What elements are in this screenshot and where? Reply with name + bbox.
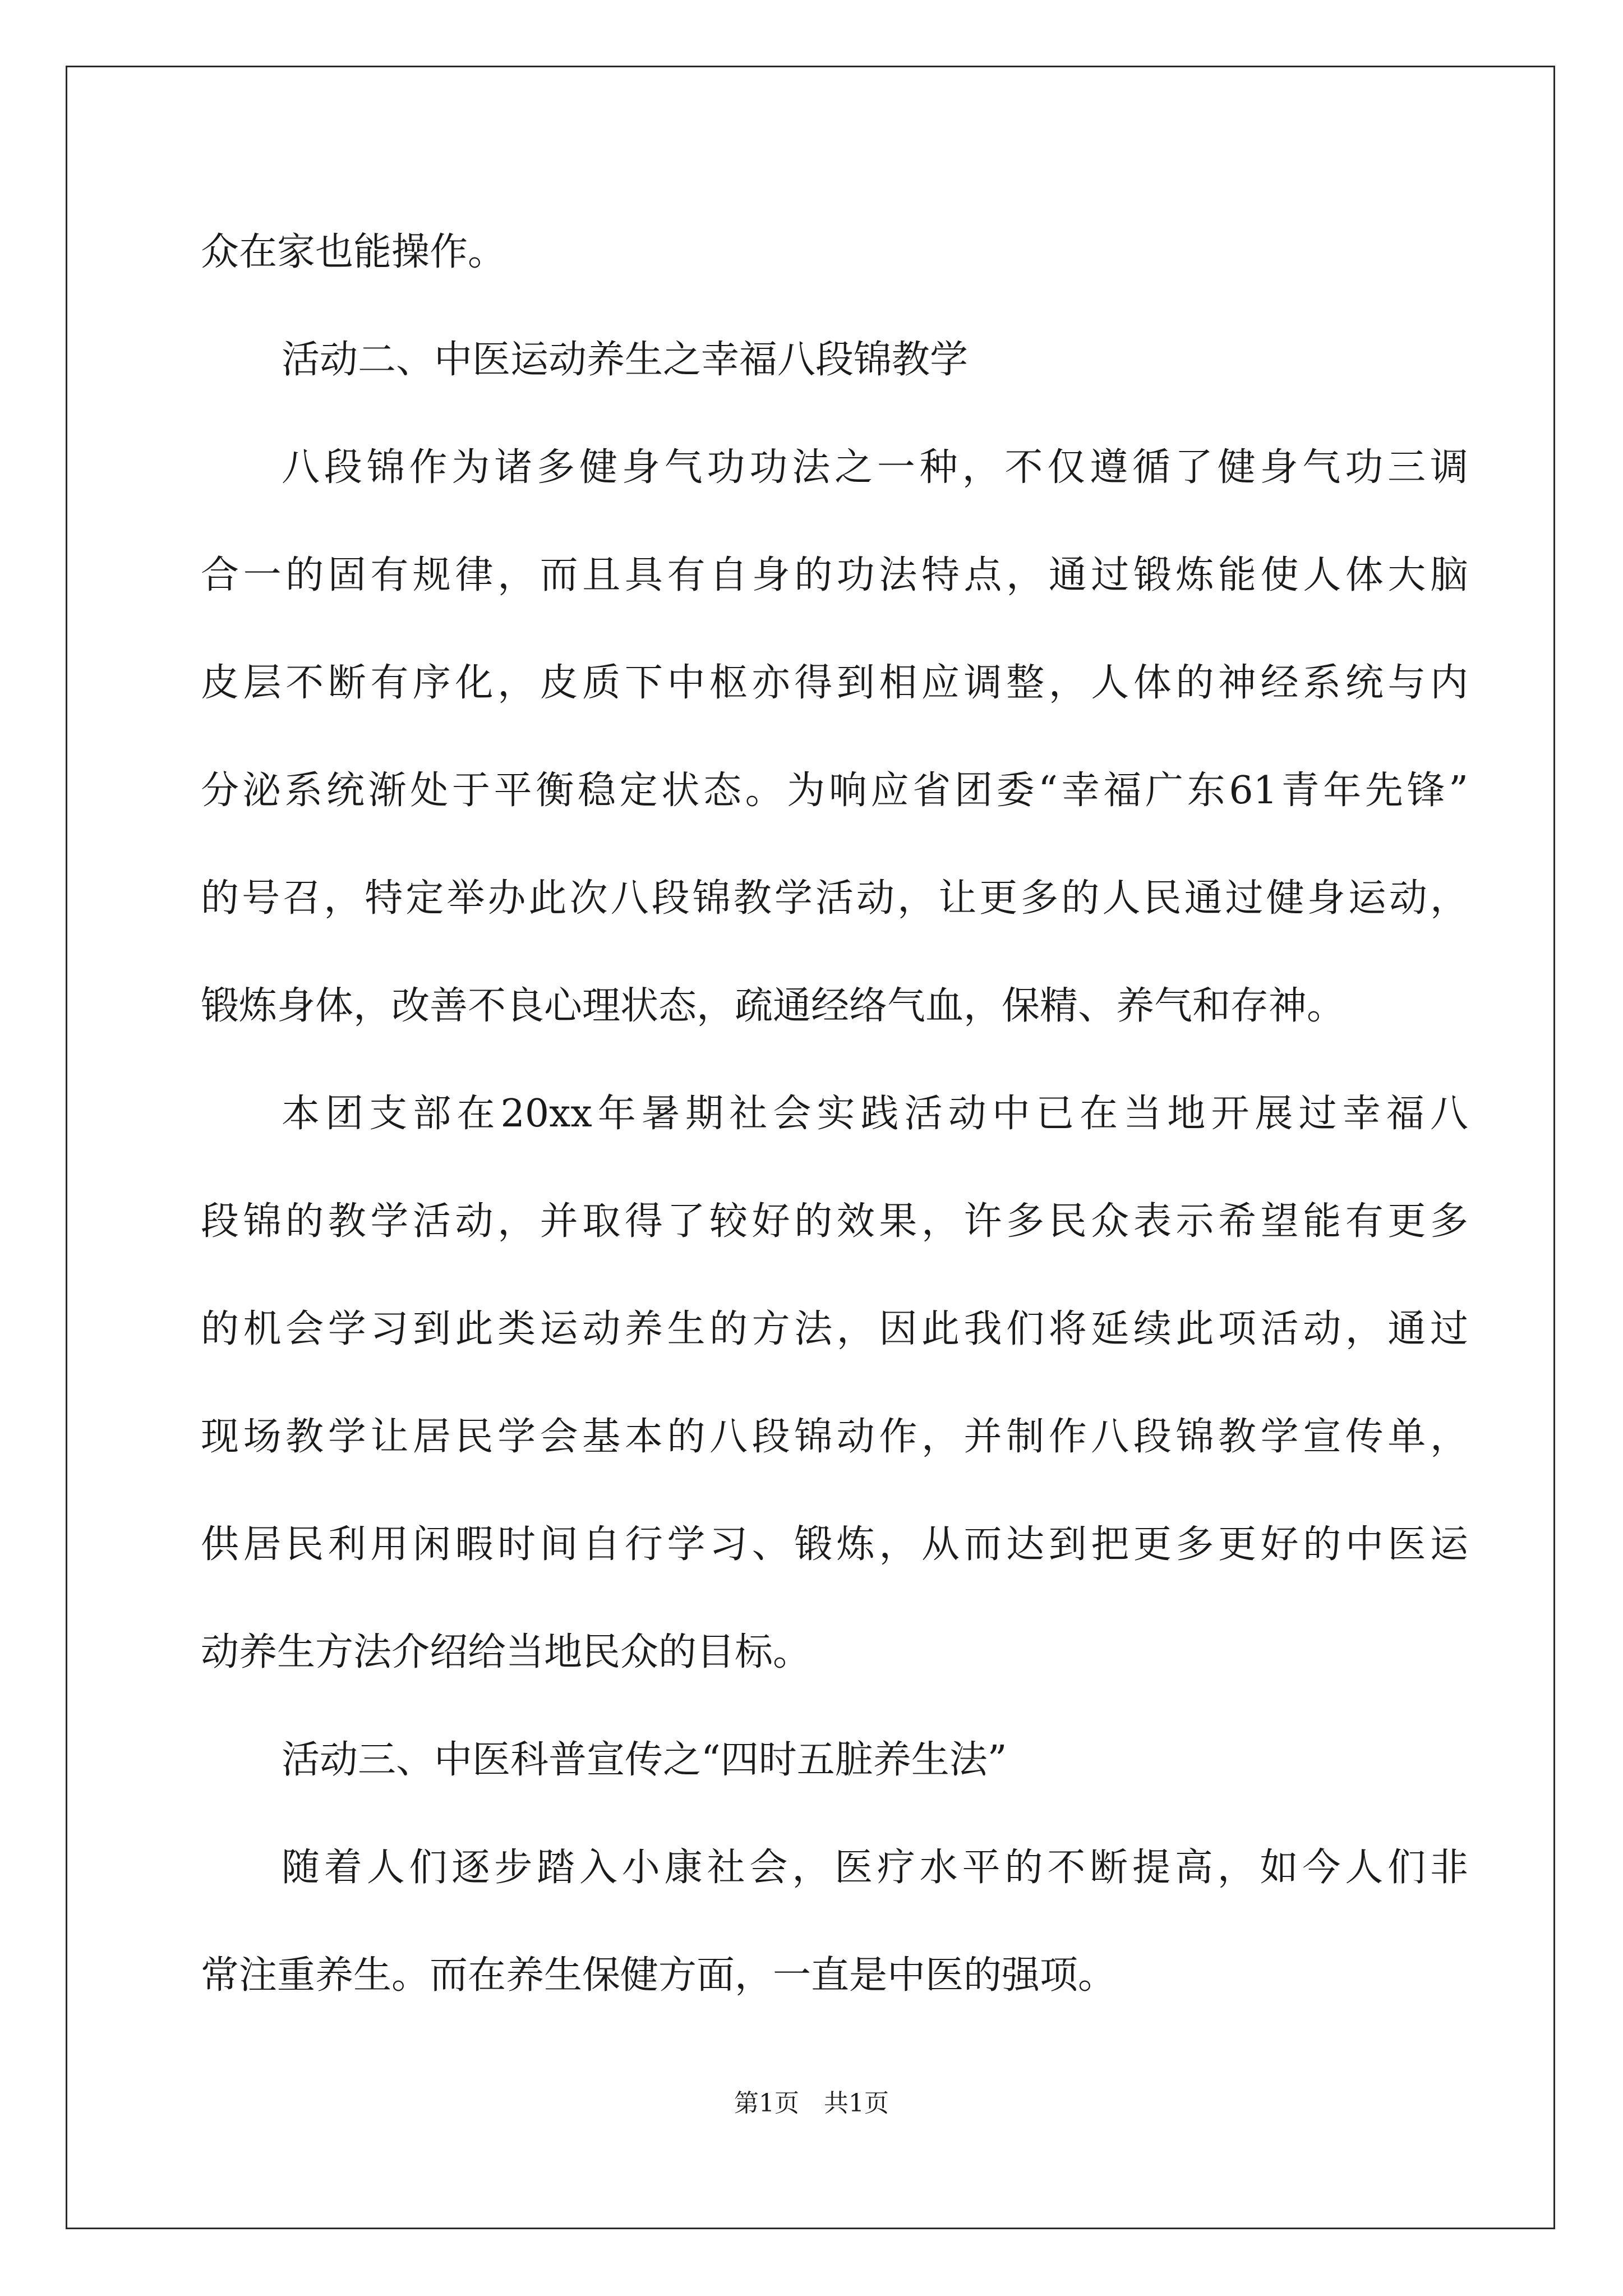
- paragraph-line: 段锦的教学活动，并取得了较好的效果，许多民众表示希望能有更多: [201, 1199, 1468, 1244]
- paragraph-line: 锻炼身体，改善不良心理状态，疏通经络气血，保精、养气和存神。: [201, 984, 1345, 1028]
- paragraph-line: 的号召，特定举办此次八段锦教学活动，让更多的人民通过健身运动，: [201, 876, 1468, 921]
- paragraph-line: 本团支部在20xx年暑期社会实践活动中已在当地开展过幸福八: [282, 1092, 1468, 1136]
- paragraph-line: 常注重养生。而在养生保健方面，一直是中医的强项。: [201, 1953, 1117, 1998]
- page-footer: 第1页 共1页: [734, 2089, 889, 2118]
- paragraph-line: 八段锦作为诸多健身气功功法之一种，不仅遵循了健身气功三调: [282, 445, 1468, 490]
- paragraph-line: 现场教学让居民学会基本的八段锦动作，并制作八段锦教学宣传单，: [201, 1415, 1468, 1459]
- paragraph-line: 供居民利用闲暇时间自行学习、锻炼，从而达到把更多更好的中医运: [201, 1522, 1468, 1567]
- paragraph-line: 动养生方法介绍给当地民众的目标。: [201, 1630, 811, 1674]
- paragraph-line: 分泌系统渐处于平衡稳定状态。为响应省团委“幸福广东61青年先锋”: [201, 769, 1468, 813]
- paragraph-line: 随着人们逐步踏入小康社会，医疗水平的不断提高，如今人们非: [282, 1846, 1468, 1890]
- section-heading: 活动三、中医科普宣传之“四时五脏养生法”: [282, 1738, 1007, 1782]
- paragraph-line: 的机会学习到此类运动养生的方法，因此我们将延续此项活动，通过: [201, 1307, 1468, 1351]
- page-border: [66, 66, 1555, 2229]
- section-heading: 活动二、中医运动养生之幸福八段锦教学: [282, 338, 969, 382]
- paragraph-line: 众在家也能操作。: [201, 230, 506, 274]
- paragraph-line: 合一的固有规律，而且具有自身的功法特点，通过锻炼能使人体大脑: [201, 553, 1468, 597]
- paragraph-line: 皮层不断有序化，皮质下中枢亦得到相应调整，人体的神经系统与内: [201, 661, 1468, 705]
